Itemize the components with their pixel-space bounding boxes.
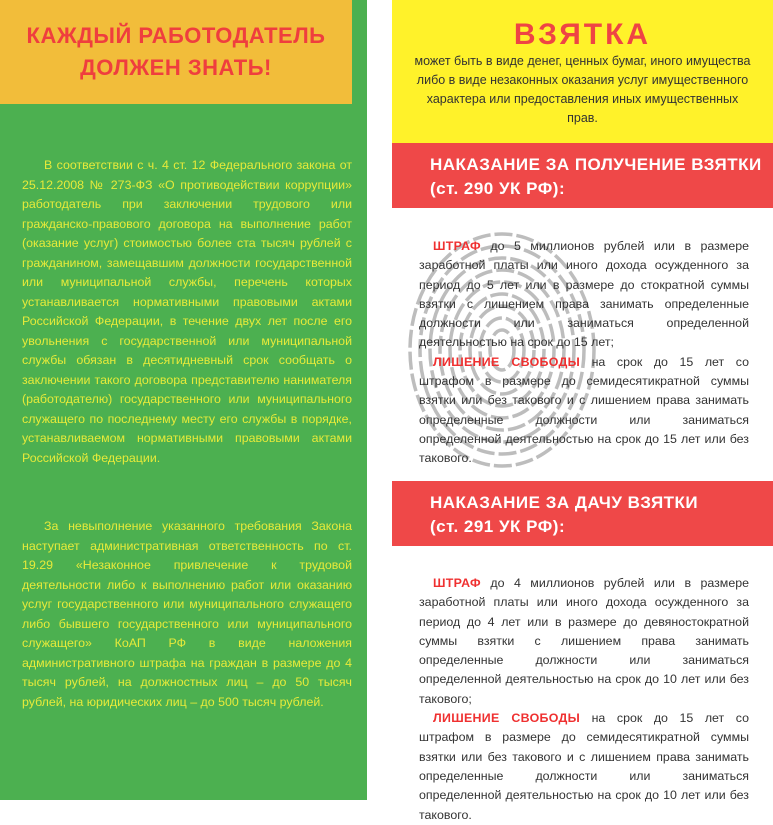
prison-text: на срок до 15 лет со штрафом в размере до семидесятикратной суммы взятки или без такового и с лишением права занимать определенные должности или заниматься определенной деятельностью на срок до 10 лет или без такового. (419, 711, 749, 822)
prison-paragraph (419, 709, 749, 825)
bribe-definition: может быть в виде денег, ценных бумаг, иного имущества либо в виде незаконных оказания услуг имущественного характера или предоставления иных имущественных прав. (414, 54, 751, 125)
fine-label: ШТРАФ (433, 239, 481, 253)
right-panel (392, 0, 773, 822)
employer-obligation-text: В соответствии с ч. 4 ст. 12 Федерального закона от 25.12.2008 № 273-ФЗ «О противодействии коррупции» работодатель при заключении трудового или гражданско-правового договора на выполнение работ (оказание услуг) стоимостью более ста тысяч рублей с гражданином, замещавшим должности государственной или муниципальной службы, перечень которых устанавливается нормативными правовыми актами Российской Федерации, в течение двух лет после его увольнения с государственной или муниципальной службы обязан в десятидневный срок сообщать о заключении такого договора представителю нанимателя (работодателю) государственного или муниципального служащего по последнему месту его службы в порядке, устанавливаемом нормативными правовыми актами Российской Федерации. (22, 158, 352, 465)
prison-text: на срок до 15 лет со штрафом в размере до семидесятикратной суммы взятки или без такового и с лишением права занимать определенные должности или заниматься определенной деятельностью на срок до 15 лет или без такового. (419, 354, 749, 466)
bribe-title: ВЗЯТКА (513, 18, 652, 51)
giving-bribe-penalties (419, 574, 749, 825)
fine-text: до 5 миллионов рублей или в размере заработной платы или иного дохода осужденного за период до 5 лет или в размере до стократной суммы взятки с лишением права занимать определенные должности или заниматься определенной деятельностью на срок до 15 лет; (419, 239, 749, 350)
prison-paragraph (419, 353, 749, 469)
title-line-2: ДОЛЖЕН ЗНАТЬ! (80, 55, 272, 80)
giving-bribe-heading (392, 481, 773, 546)
bribe-definition-box (392, 0, 773, 143)
receiving-bribe-heading (392, 143, 773, 208)
left-header (0, 0, 352, 104)
prison-label: ЛИШЕНИЕ СВОБОДЫ (433, 354, 581, 369)
fine-paragraph (419, 574, 749, 709)
receiving-bribe-penalties (419, 237, 749, 469)
left-panel (0, 0, 367, 800)
left-title (27, 20, 326, 84)
heading-line-1: НАКАЗАНИЕ ЗА ПОЛУЧЕНИЕ ВЗЯТКИ (430, 155, 762, 174)
fine-paragraph (419, 237, 749, 353)
title-line-1: КАЖДЫЙ РАБОТОДАТЕЛЬ (26, 23, 326, 48)
fine-label: ШТРАФ (433, 576, 481, 590)
liability-text: За невыполнение указанного требования Закона наступает административная ответственность по ст. 19.29 «Незаконное привлечение к трудовой деятельности либо к выполнению работ или оказанию услуг государственного или муниципального служащего либо бывшего государственного или муниципального служащего» КоАП РФ в виде наложения административного штрафа на граждан в размере до 4 тысяч рублей, на должностных лиц – до 50 тысяч рублей, на юридических лиц – до 500 тысяч рублей. (22, 519, 352, 709)
prison-label: ЛИШЕНИЕ СВОБОДЫ (433, 711, 581, 726)
fine-text: до 4 миллионов рублей или в размере заработной платы или иного дохода осужденного за период до 4 лет или в размере до девяностократной суммы взятки с лишением права занимать определенные должности или заниматься определенной деятельностью на срок до 10 лет или без такового; (419, 576, 749, 706)
heading-line-2: (ст. 290 УК РФ): (430, 179, 566, 198)
heading-line-2: (ст. 291 УК РФ): (430, 517, 566, 536)
heading-line-1: НАКАЗАНИЕ ЗА ДАЧУ ВЗЯТКИ (430, 493, 699, 512)
